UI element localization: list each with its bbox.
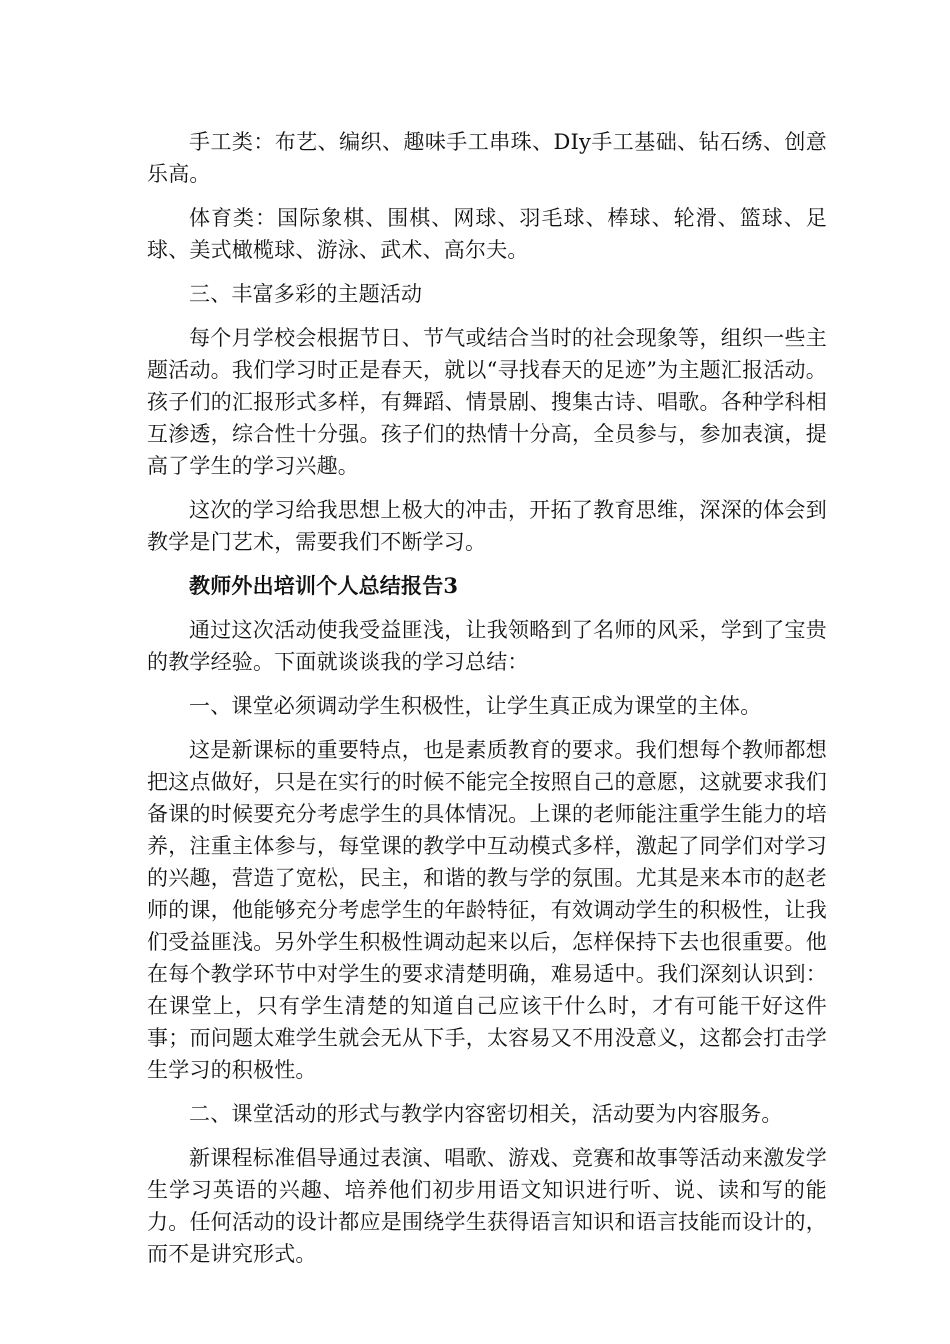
report-title-3: 教师外出培训个人总结报告3 (189, 573, 459, 598)
paragraph-sports: 体育类：国际象棋、围棋、网球、羽毛球、棒球、轮滑、篮球、足球、美式橄榄球、游泳、武术、高尔夫。 (147, 206, 827, 262)
paragraph-intro: 通过这次活动使我受益匪浅，让我领略到了名师的风采，学到了宝贵的教学经验。下面就谈谈我的学习总结： (147, 618, 827, 674)
paragraph-curriculum-standard: 新课程标准倡导通过表演、唱歌、游戏、竞赛和故事等活动来激发学生学习英语的兴趣、培养他们初步用语文知识进行听、说、读和写的能力。任何活动的设计都应是围绕学生获得语言知识和语言技能而设计的，而不是讲究形式。 (147, 1146, 827, 1266)
paragraph-handicraft: 手工类：布艺、编织、趣味手工串珠、DIy手工基础、钻石绣、创意乐高。 (147, 130, 827, 186)
paragraph-monthly-activities: 每个月学校会根据节日、节气或结合当时的社会现象等，组织一些主题活动。我们学习时正是春天，就以“寻找春天的足迹”为主题汇报活动。孩子们的汇报形式多样，有舞蹈、情景剧、搜集古诗、唱歌。各种学科相互渗透，综合性十分强。孩子们的热情十分高，全员参与，参加表演，提高了学生的学习兴趣。 (147, 326, 827, 478)
paragraph-reflection: 这次的学习给我思想上极大的冲击，开拓了教育思维，深深的体会到教学是门艺术，需要我们不断学习。 (147, 498, 827, 554)
section-heading-student-initiative: 一、课堂必须调动学生积极性，让学生真正成为课堂的主体。 (189, 694, 762, 718)
section-heading-activity-form: 二、课堂活动的形式与教学内容密切相关，活动要为内容服务。 (189, 1102, 783, 1126)
section-heading-theme-activities: 三、丰富多彩的主题活动 (189, 282, 423, 306)
document-page (147, 126, 827, 1282)
paragraph-new-curriculum: 这是新课标的重要特点，也是素质教育的要求。我们想每个教师都想把这点做好，只是在实行的时候不能完全按照自己的意愿，这就要求我们备课的时候要充分考虑学生的具体情况。上课的老师能注重学生能力的培养，注重主体参与，每堂课的教学中互动模式多样，激起了同学们对学习的兴趣，营造了宽松，民主，和谐的教与学的氛围。尤其是来本市的赵老师的课，他能够充分考虑学生的年龄特征，有效调动学生的积极性，让我们受益匪浅。另外学生积极性调动起来以后，怎样保持下去也很重要。他在每个教学环节中对学生的要求清楚明确，难易适中。我们深刻认识到：在课堂上，只有学生清楚的知道自己应该干什么时，才有可能干好这件事；而问题太难学生就会无从下手，太容易又不用没意义，这都会打击学生学习的积极性。 (147, 738, 827, 1082)
